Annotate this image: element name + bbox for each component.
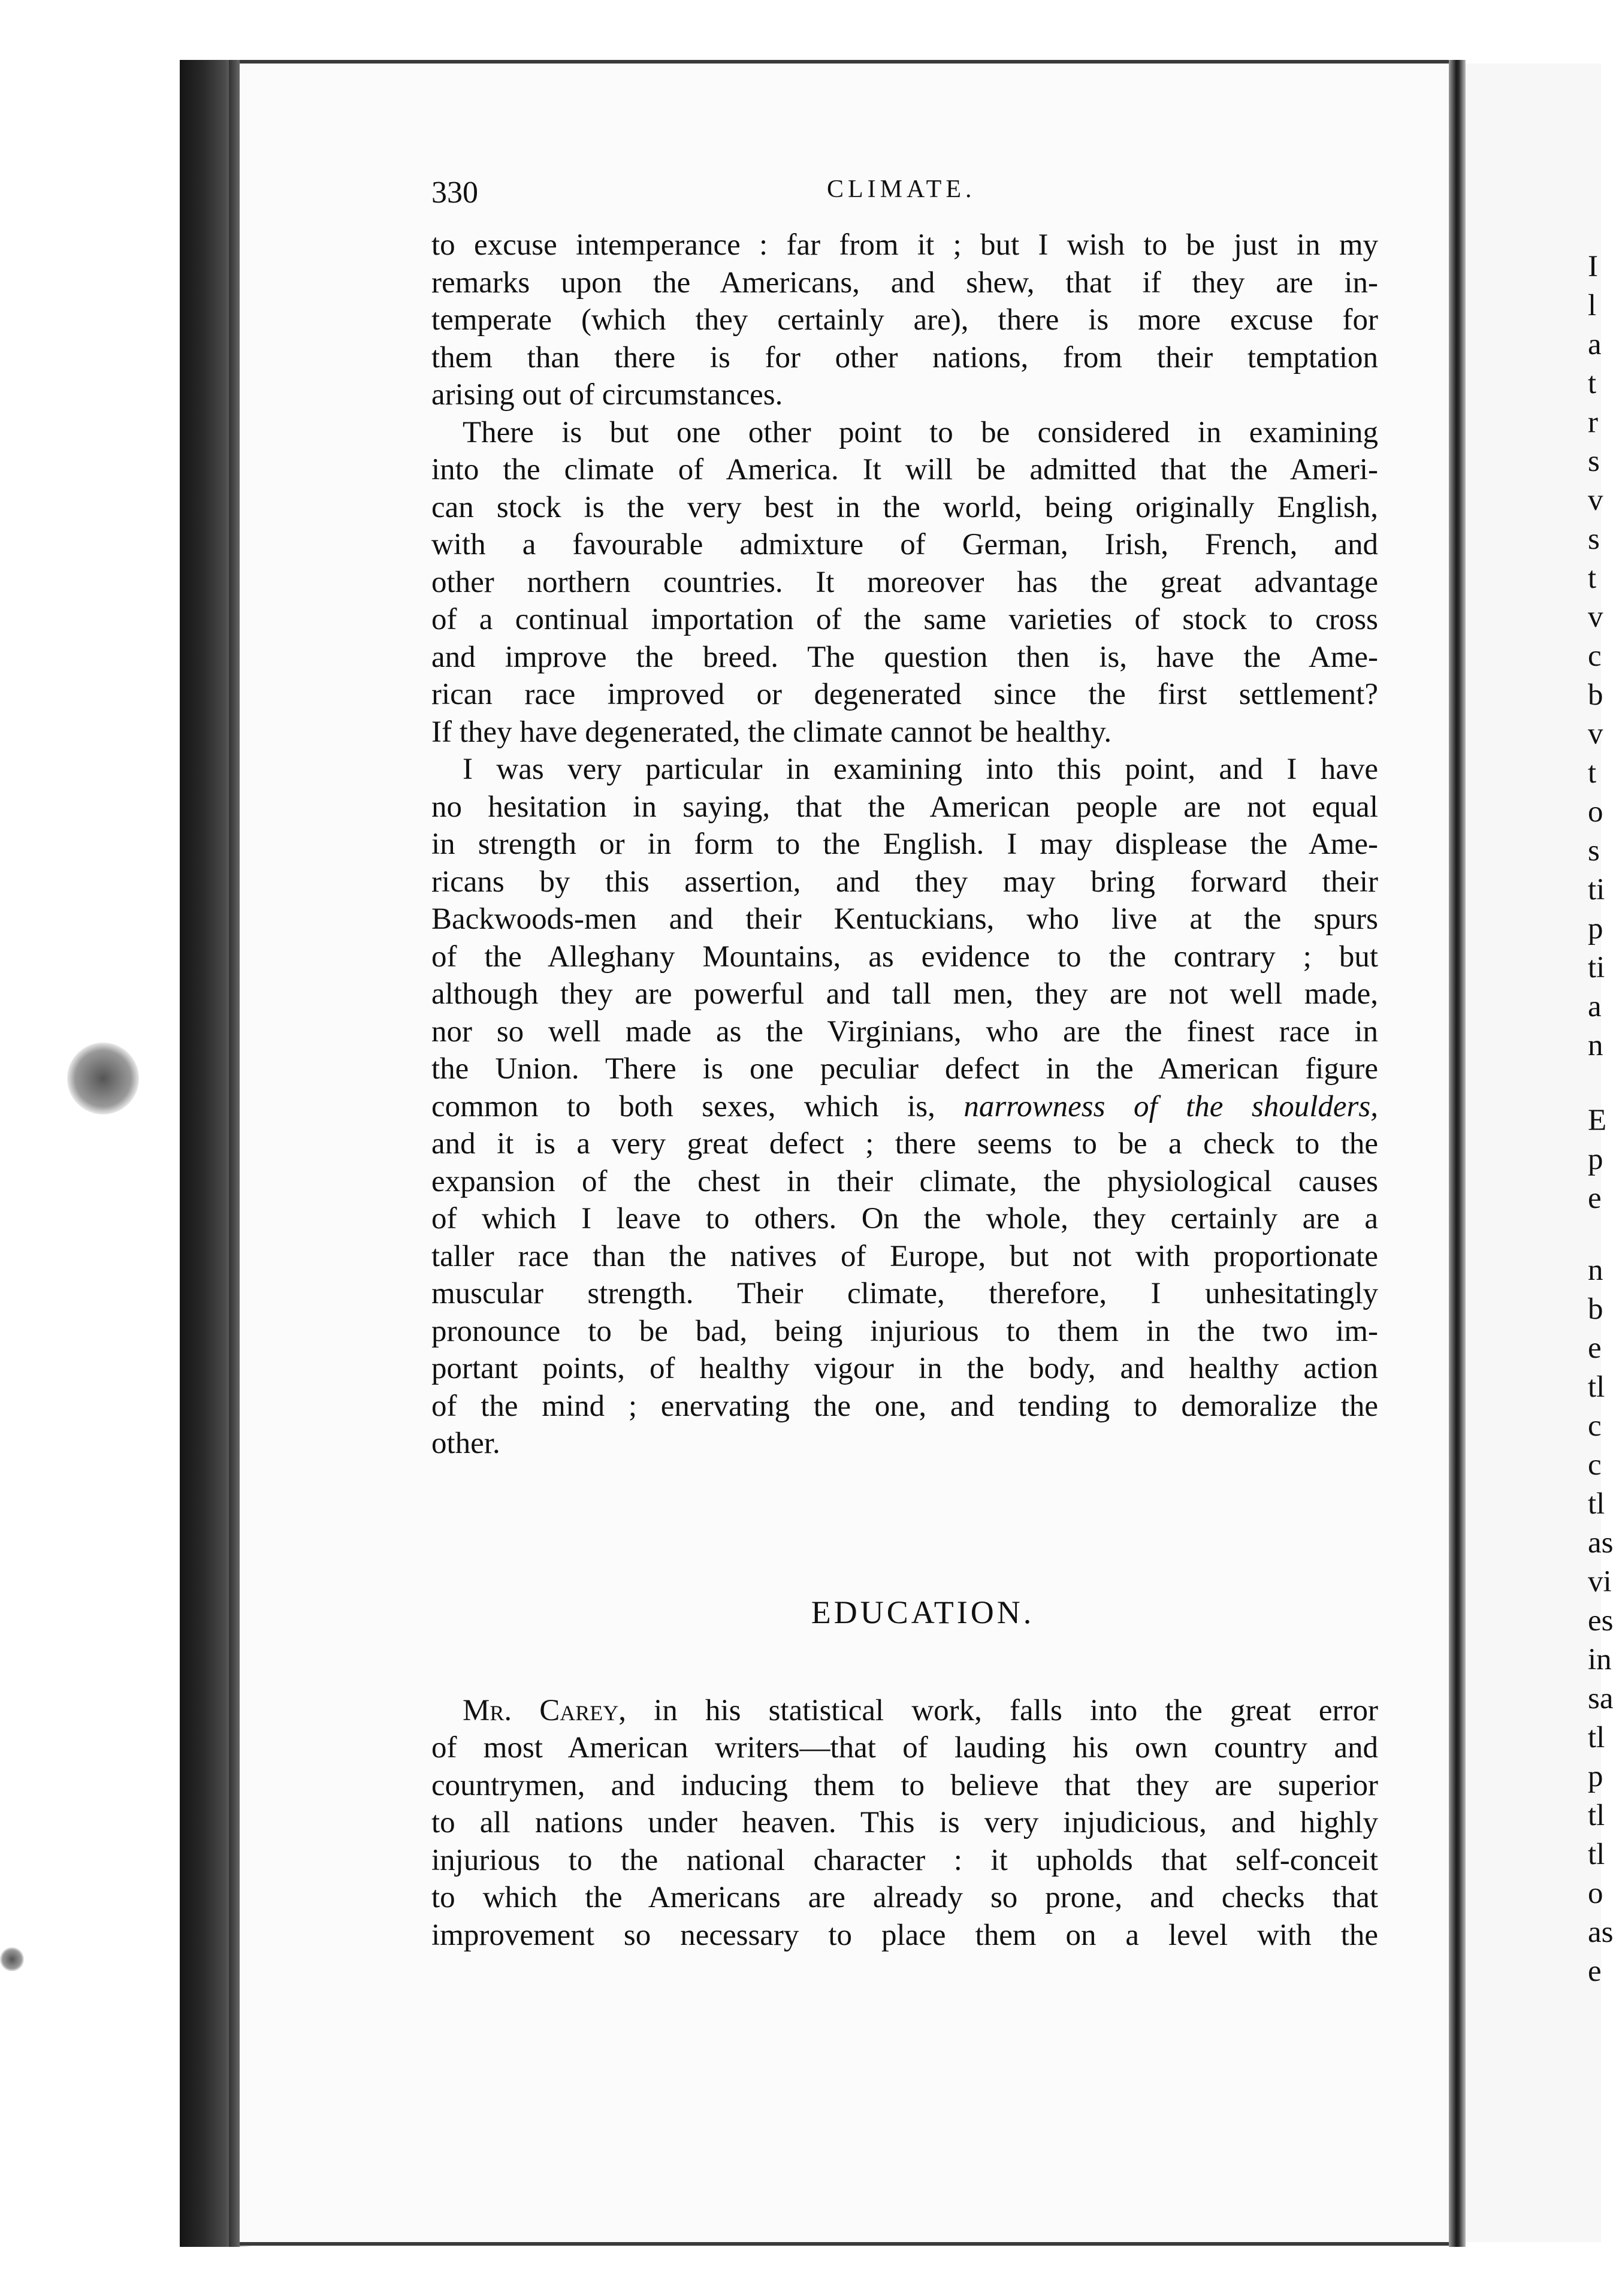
text-line: of the mind ; enervating the one, and tending to demoralize the: [431, 1389, 1378, 1423]
facing-page-fragment: e: [1588, 1331, 1602, 1365]
scan-blot: [0, 1947, 24, 1971]
text-line: them than there is for other nations, from their temptation: [431, 340, 1378, 374]
facing-page-fragment: s: [1588, 522, 1600, 556]
facing-page-fragment: as: [1588, 1526, 1613, 1560]
facing-page-fragment: t: [1588, 561, 1597, 595]
facing-page-fragment: e: [1588, 1954, 1602, 1988]
facing-page-fragment: b: [1588, 678, 1603, 712]
text-line: with a favourable admixture of German, Irish, French, and: [431, 528, 1378, 561]
facing-page-fragment: s: [1588, 834, 1600, 868]
facing-page: [1466, 64, 1613, 2242]
text-line: [431, 1692, 1378, 1730]
facing-page-fragment: tl: [1588, 1721, 1605, 1754]
text-line: and it is a very great defect ; there seems to be a check to the: [431, 1127, 1378, 1161]
paragraph-1: [431, 226, 1378, 414]
text-line: although they are powerful and tall men, they are not well made,: [431, 977, 1378, 1011]
text-line: expansion of the chest in their climate, the physiological causes: [431, 1164, 1378, 1198]
text-line: the Union. There is one peculiar defect in the American figure: [431, 1052, 1378, 1086]
facing-page-fragment: E: [1588, 1104, 1607, 1137]
text-line: other northern countries. It moreover has the great advantage: [431, 565, 1378, 599]
facing-page-fragment: as: [1588, 1916, 1613, 1949]
facing-page-fragment: v: [1588, 484, 1603, 517]
text-line: no hesitation in saying, that the American people are not equal: [431, 790, 1378, 824]
facing-page-fragment: p: [1588, 1143, 1603, 1176]
page-number: 330: [431, 176, 478, 210]
text-line: muscular strength. Their climate, therefore, I unhesitatingly: [431, 1277, 1378, 1310]
facing-page-fragment: tl: [1588, 1370, 1605, 1404]
paragraph-2: [431, 414, 1378, 751]
text-line: pronounce to be bad, being injurious to them in the two im-: [431, 1314, 1378, 1348]
text-line: ricans by this assertion, and they may bring forward their: [431, 865, 1378, 899]
text-line: injurious to the national character : it upholds that self-conceit: [431, 1843, 1378, 1877]
text-line: Backwoods-men and their Kentuckians, who live at the spurs: [431, 902, 1378, 936]
text-line: taller race than the natives of Europe, but not with proportionate: [431, 1239, 1378, 1273]
text-line: countrymen, and inducing them to believe that they are superior: [431, 1768, 1378, 1802]
text-fragment: in his statistical work, falls into the great error: [626, 1693, 1379, 1727]
facing-page-fragment: I: [1588, 250, 1598, 283]
text-line: of which I leave to others. On the whole, they certainly are a: [431, 1202, 1378, 1235]
paragraph-education: [431, 1692, 1378, 1954]
text-line: improvement so necessary to place them on a level with the: [431, 1918, 1378, 1952]
facing-page-fragment: vi: [1588, 1565, 1612, 1599]
text-line: of the Alleghany Mountains, as evidence to the contrary ; but: [431, 939, 1378, 974]
text-line: remarks upon the Americans, and shew, that if they are in-: [431, 265, 1378, 300]
text-line: temperate (which they certainly are), there is more excuse for: [431, 303, 1378, 337]
text-line: nor so well made as the Virginians, who are the finest race in: [431, 1014, 1378, 1049]
text-line: and improve the breed. The question then is, have the Ame-: [431, 640, 1378, 674]
facing-page-fragment: b: [1588, 1292, 1603, 1326]
text-line: There is but one other point to be considered in examining: [463, 415, 1378, 449]
facing-page-fragment: in: [1588, 1643, 1612, 1676]
text-line: other.: [431, 1427, 500, 1460]
facing-page-fragment: n: [1588, 1253, 1603, 1287]
facing-page-fragment: p: [1588, 912, 1603, 945]
running-title: CLIMATE.: [827, 176, 976, 203]
facing-page-fragment: t: [1588, 367, 1597, 400]
text-line: to excuse intemperance : far from it ; but I wish to be just in my: [431, 228, 1378, 262]
text-line: I was very particular in examining into this point, and I have: [463, 753, 1378, 786]
text-line: [431, 1088, 1378, 1126]
facing-page-fragment: e: [1588, 1182, 1602, 1215]
facing-page-fragment: p: [1588, 1760, 1603, 1793]
scan-blot: [67, 1043, 139, 1114]
text-line: into the climate of America. It will be admitted that the Ameri-: [431, 453, 1378, 487]
facing-page-fragment: ti: [1588, 951, 1605, 984]
facing-page-fragment: tl: [1588, 1838, 1605, 1871]
facing-page-fragment: r: [1588, 406, 1598, 439]
facing-page-fragment: a: [1588, 328, 1602, 361]
text-fragment: common to both sexes, which is,: [431, 1089, 935, 1123]
text-line: arising out of circumstances.: [431, 378, 783, 412]
facing-page-fragment: n: [1588, 1029, 1603, 1062]
facing-page-fragment: v: [1588, 600, 1603, 634]
facing-page-fragment: c: [1588, 639, 1602, 673]
text-line: can stock is the very best in the world, being originally English,: [431, 490, 1378, 524]
facing-page-fragment: l: [1588, 289, 1597, 322]
text-line: in strength or in form to the English. I may displease the Ame-: [431, 827, 1378, 861]
page-fold: [1449, 60, 1466, 2247]
facing-page-fragment: t: [1588, 756, 1597, 790]
facing-page-fragment: tl: [1588, 1487, 1605, 1521]
italic-phrase: narrowness of the shoulders,: [963, 1089, 1378, 1123]
facing-page-fragment: sa: [1588, 1682, 1613, 1715]
facing-page-fragment: tl: [1588, 1799, 1605, 1832]
facing-page-fragment: o: [1588, 795, 1603, 829]
facing-page-fragment: v: [1588, 717, 1603, 751]
text-line: to which the Americans are already so prone, and checks that: [431, 1881, 1378, 1914]
page-text: [431, 175, 1378, 1954]
text-line: If they have degenerated, the climate cannot be healthy.: [431, 715, 1112, 749]
paragraph-3: [431, 751, 1378, 1463]
facing-page-fragment: es: [1588, 1604, 1613, 1638]
running-head: [431, 175, 1378, 226]
facing-page-fragment: a: [1588, 990, 1602, 1023]
text-line: portant points, of healthy vigour in the body, and healthy action: [431, 1352, 1378, 1385]
facing-page-fragment: c: [1588, 1409, 1602, 1443]
text-line: of most American writers—that of lauding his own country and: [431, 1731, 1378, 1765]
page-edge: [240, 60, 1450, 64]
facing-page-fragment: c: [1588, 1448, 1602, 1482]
facing-page-fragment: o: [1588, 1877, 1603, 1910]
section-heading: EDUCATION.: [811, 1594, 1035, 1630]
lead-in-name: Mr. Carey,: [463, 1693, 627, 1727]
text-line: rican race improved or degenerated since the first settlement?: [431, 678, 1378, 711]
text-line: to all nations under heaven. This is very injudicious, and highly: [431, 1806, 1378, 1839]
text-line: of a continual importation of the same varieties of stock to cross: [431, 603, 1378, 636]
facing-page-fragment: ti: [1588, 873, 1605, 907]
facing-page-fragment: s: [1588, 445, 1600, 478]
page-edge: [240, 2242, 1450, 2246]
